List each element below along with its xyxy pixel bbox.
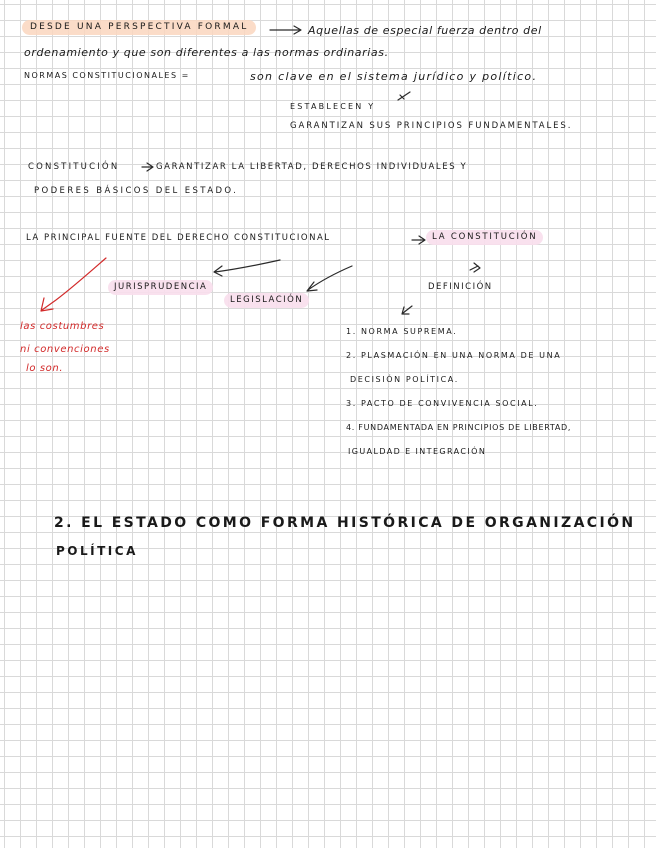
arrow-perspectiva: [270, 26, 301, 34]
arrow-to-jurisprudencia: [214, 260, 280, 276]
note-normas-constitucionales: NORMAS CONSTITUCIONALES =: [24, 71, 190, 80]
note-def-1: 1. NORMA SUPREMA.: [346, 327, 458, 336]
arrow-to-definicion: [470, 263, 480, 272]
note-ordenamiento: ordenamiento y que son diferentes a las normas ordinarias.: [24, 46, 389, 59]
arrow-red-costumbres: [41, 258, 106, 311]
note-la-constitucion: LA CONSTITUCIÓN: [426, 230, 543, 245]
note-aquellas: Aquellas de especial fuerza dentro del: [308, 24, 542, 37]
note-def-4a: 4. FUNDAMENTADA EN PRINCIPIOS DE LIBERTAD,: [346, 423, 572, 432]
note-red-lo-son: lo son.: [26, 363, 64, 374]
section-heading: 2. EL ESTADO COMO FORMA HISTÓRICA DE ORGANIZACIÓN: [54, 515, 636, 531]
arrow-definicion-down: [402, 306, 412, 314]
note-definicion: DEFINICIÓN: [428, 282, 493, 292]
note-def-2b: DECISIÓN POLÍTICA.: [350, 375, 459, 384]
note-establecen: ESTABLECEN Y: [290, 102, 376, 111]
note-principal-fuente: LA PRINCIPAL FUENTE DEL DERECHO CONSTITUCIONAL: [26, 233, 331, 243]
note-perspectiva-formal: DESDE UNA PERSPECTIVA FORMAL: [22, 20, 256, 35]
note-red-costumbres: las costumbres: [20, 321, 105, 332]
section-heading-cont: POLÍTICA: [56, 544, 138, 558]
check-mark: [398, 92, 410, 100]
note-red-convenciones: ni convenciones: [20, 344, 110, 355]
note-def-4b: IGUALDAD E INTEGRACIÓN: [348, 447, 487, 456]
note-garantizan: GARANTIZAN SUS PRINCIPIOS FUNDAMENTALES.: [290, 121, 573, 131]
note-constitucion: CONSTITUCIÓN: [28, 162, 120, 172]
note-legislacion: LEGISLACIÓN: [224, 293, 309, 308]
note-def-3: 3. PACTO DE CONVIVENCIA SOCIAL.: [346, 399, 539, 408]
note-def-2a: 2. PLASMACIÓN EN UNA NORMA DE UNA: [346, 351, 562, 360]
note-garantizar: GARANTIZAR LA LIBERTAD, DERECHOS INDIVIDUALES Y: [156, 162, 468, 172]
arrow-fuente-constitucion: [412, 236, 425, 244]
arrow-to-legislacion: [307, 266, 352, 291]
arrow-constitucion-garantizar: [142, 163, 153, 171]
note-son-clave: son clave en el sistema jurídico y político.: [250, 70, 538, 83]
note-poderes: PODERES BÁSICOS DEL ESTADO.: [34, 186, 239, 196]
note-jurisprudencia: JURISPRUDENCIA: [108, 280, 213, 295]
